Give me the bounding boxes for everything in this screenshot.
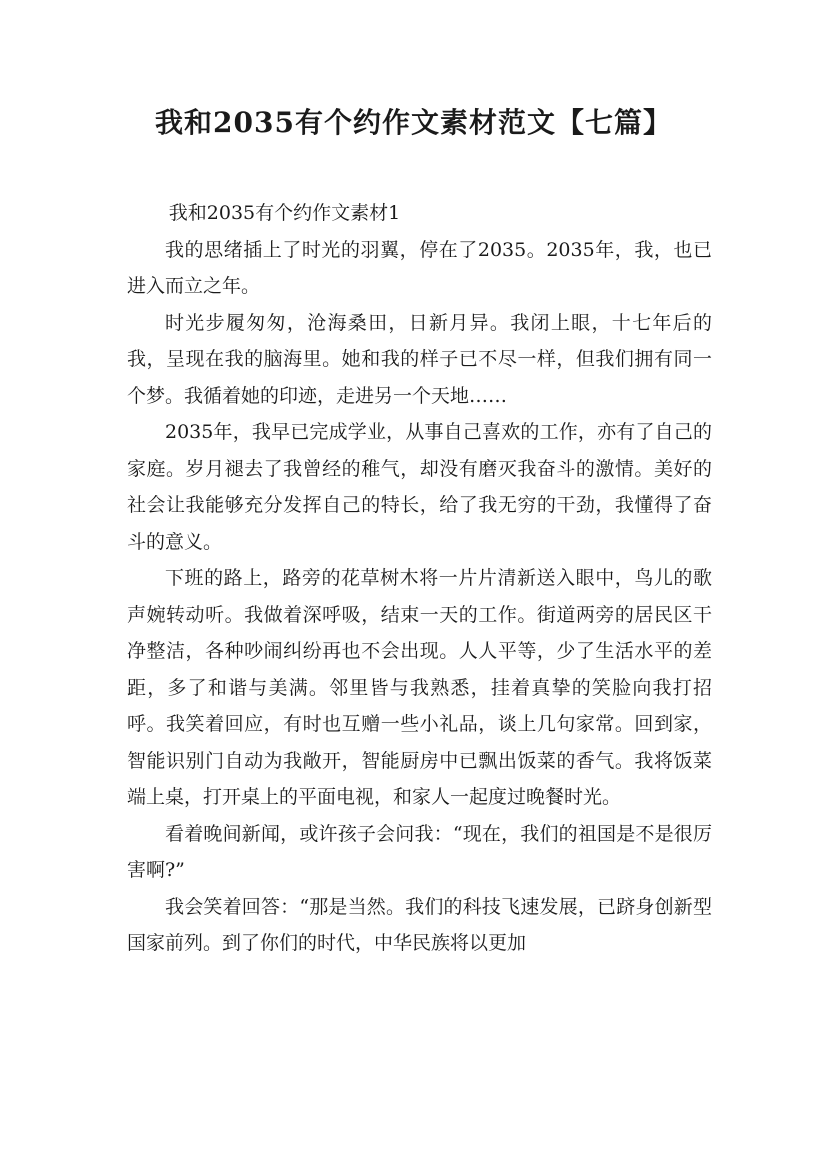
document-title: 我和2035有个约作文素材范文【七篇】 <box>155 106 672 139</box>
section-subheading: 我和2035有个约作文素材1 <box>168 202 401 224</box>
paragraph: 2035年，我早已完成学业，从事自己喜欢的工作，亦有了自己的家庭。岁月褪去了我曾经的稚气，却没有磨灭我奋斗的激情。美好的社会让我能够充分发挥自己的特长，给了我无穷的干劲，我懂得了奋斗的意义。 <box>127 421 712 553</box>
paragraph: 我会笑着回答：“那是当然。我们的科技飞速发展，已跻身创新型国家前列。到了你们的时代，中华民族将以更加 <box>127 895 712 954</box>
document-body <box>127 195 712 962</box>
paragraph: 看着晚间新闻，或许孩子会问我：“现在，我们的祖国是不是很厉害啊?” <box>127 822 712 881</box>
paragraph: 我的思绪插上了时光的羽翼，停在了2035。2035年，我，也已进入而立之年。 <box>127 238 712 297</box>
paragraph: 下班的路上，路旁的花草树木将一片片清新送入眼中，鸟儿的歌声婉转动听。我做着深呼吸，结束一天的工作。街道两旁的居民区干净整洁，各种吵闹纠纷再也不会出现。人人平等，少了生活水平的差距，多了和谐与美满。邻里皆与我熟悉，挂着真挚的笑脸向我打招呼。我笑着回应，有时也互赠一些小礼品，谈上几句家常。回到家，智能识别门自动为我敞开，智能厨房中已飘出饭菜的香气。我将饭菜端上桌，打开桌上的平面电视，和家人一起度过晚餐时光。 <box>127 567 712 808</box>
paragraph: 时光步履匆匆，沧海桑田，日新月异。我闭上眼，十七年后的我，呈现在我的脑海里。她和我的样子已不尽一样，但我们拥有同一个梦。我循着她的印迹，走进另一个天地…… <box>127 311 712 407</box>
